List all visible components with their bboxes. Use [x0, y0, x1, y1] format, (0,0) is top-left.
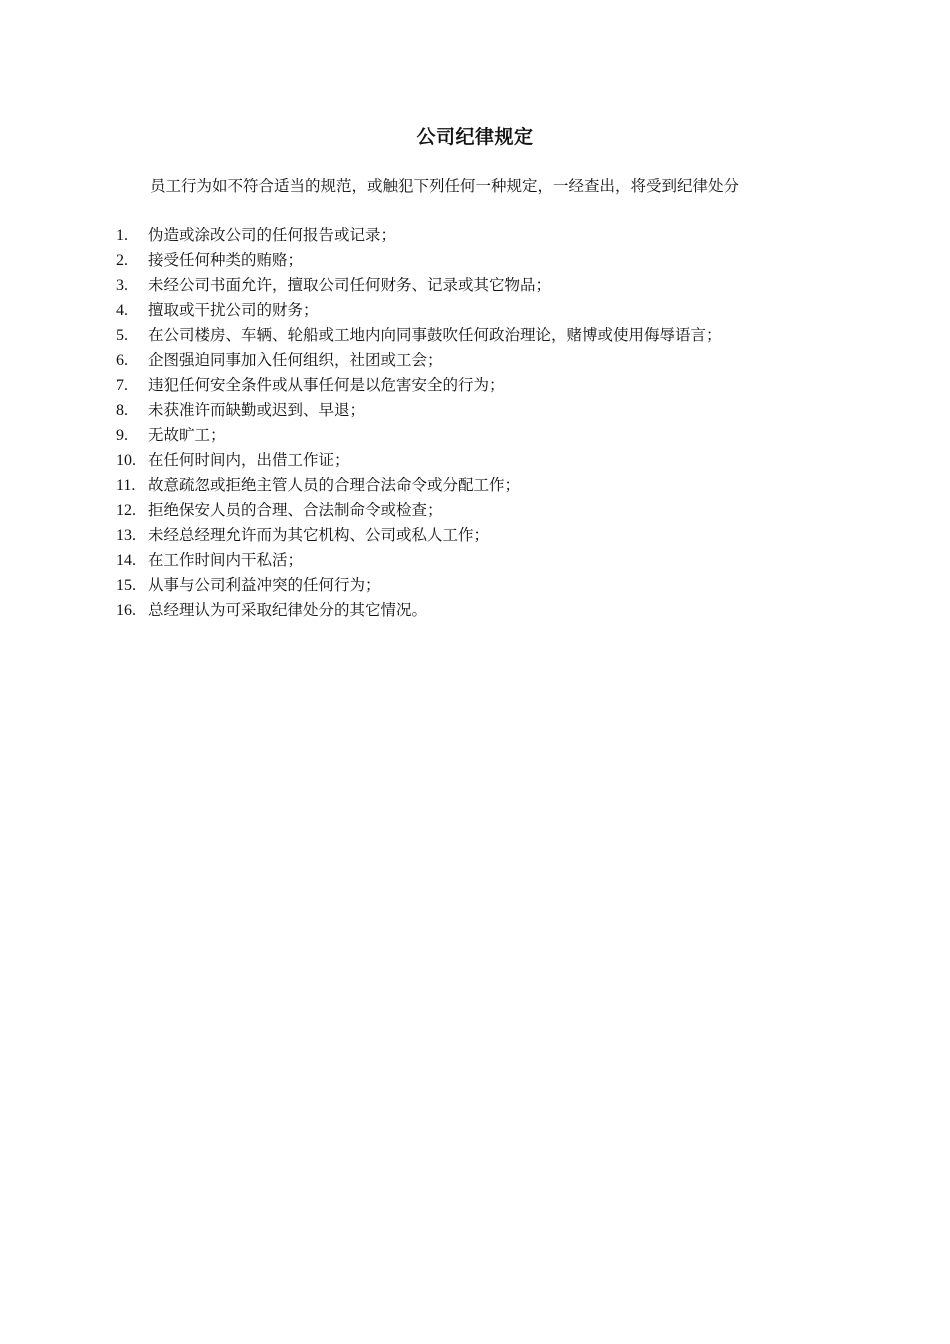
list-item-text: 在工作时间内干私活； — [148, 551, 304, 569]
list-item-text: 总经理认为可采取纪律处分的其它情况。 — [148, 601, 428, 619]
list-item-text: 在任何时间内，出借工作证； — [148, 451, 350, 469]
list-item-number: 3. — [116, 277, 128, 294]
list-item-number: 6. — [116, 352, 128, 369]
list-item-number: 2. — [116, 252, 128, 269]
list-item — [116, 248, 856, 273]
list-item-text: 未获准许而缺勤或迟到、早退； — [148, 401, 366, 419]
document-title: 公司纪律规定 — [416, 126, 534, 148]
list-item-number: 14. — [116, 552, 136, 569]
list-item-number: 9. — [116, 427, 128, 444]
list-item-number: 16. — [116, 602, 136, 619]
list-item-number: 7. — [116, 377, 128, 394]
list-item-text: 未经总经理允许而为其它机构、公司或私人工作； — [148, 526, 490, 544]
list-item — [116, 473, 856, 498]
list-item-number: 1. — [116, 227, 128, 244]
list-item — [116, 223, 856, 248]
list-item-number: 13. — [116, 527, 136, 544]
list-item — [116, 548, 856, 573]
list-item-number: 15. — [116, 577, 136, 594]
list-item-text: 伪造或涂改公司的任何报告或记录； — [148, 226, 397, 244]
list-item-text: 从事与公司利益冲突的任何行为； — [148, 576, 381, 594]
list-item-text: 拒绝保安人员的合理、合法制命令或检查； — [148, 501, 443, 519]
list-item — [116, 498, 856, 523]
list-item-text: 在公司楼房、车辆、轮船或工地内向同事鼓吹任何政治理论，赌博或使用侮辱语言； — [148, 326, 722, 344]
list-item-text: 未经公司书面允许，擅取公司任何财务、记录或其它物品； — [148, 276, 552, 294]
list-item — [116, 323, 856, 348]
list-item — [116, 448, 856, 473]
list-item-text: 故意疏忽或拒绝主管人员的合理合法命令或分配工作； — [148, 476, 521, 494]
list-item-text: 企图强迫同事加入任何组织，社团或工会； — [148, 351, 443, 369]
list-item-number: 5. — [116, 327, 128, 344]
list-item-number: 4. — [116, 302, 128, 319]
intro-paragraph: 员工行为如不符合适当的规范，或触犯下列任何一种规定，一经查出，将受到纪律处分 — [150, 177, 740, 195]
list-item-text: 无故旷工； — [148, 426, 226, 444]
list-item — [116, 273, 856, 298]
list-item — [116, 373, 856, 398]
list-item — [116, 573, 856, 598]
list-item — [116, 598, 856, 623]
rules-list — [116, 223, 856, 623]
list-item-number: 11. — [116, 477, 136, 494]
list-item-number: 10. — [116, 452, 136, 469]
list-item — [116, 348, 856, 373]
list-item-number: 12. — [116, 502, 136, 519]
list-item-text: 接受任何种类的贿赂； — [148, 251, 304, 269]
list-item-text: 违犯任何安全条件或从事任何是以危害安全的行为； — [148, 376, 505, 394]
list-item — [116, 423, 856, 448]
list-item — [116, 298, 856, 323]
list-item — [116, 523, 856, 548]
list-item — [116, 398, 856, 423]
list-item-text: 擅取或干扰公司的财务； — [148, 301, 319, 319]
list-item-number: 8. — [116, 402, 128, 419]
